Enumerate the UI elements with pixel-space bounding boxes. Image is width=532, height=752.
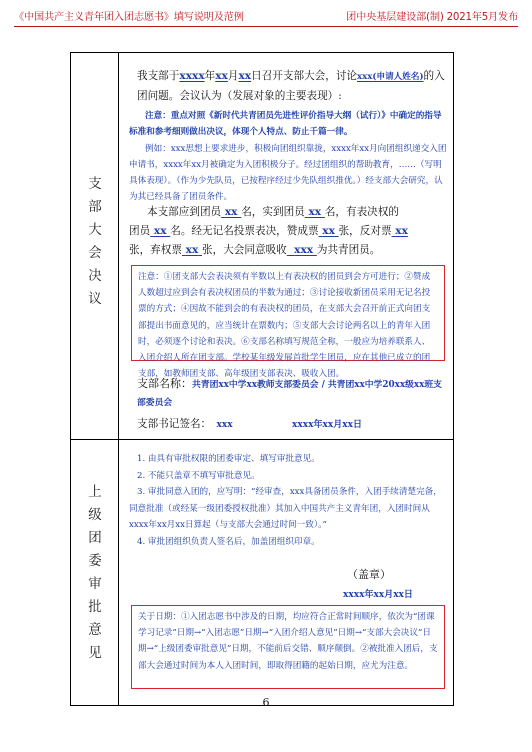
header-right: 团中央基层建设部(制) 2021年5月发布 bbox=[346, 12, 518, 23]
header-left: 《中国共产主义青年团入团志愿书》填写说明及范例 bbox=[14, 12, 244, 23]
vote-statement: 本支部应到团员 xx 名，实到团员 xx 名，有表决权的 bbox=[147, 206, 399, 218]
vote-statement-3: 张，弃权票 xx 张，大会同意吸收 xxx 为共青团员。 bbox=[129, 244, 381, 256]
approval-date: xxxx年xx月xx日 bbox=[343, 590, 413, 600]
approval-item: 2. 不能只盖章不填写审批意见。 bbox=[137, 470, 260, 481]
resolution-example: 例如：xxx思想上要求进步，积极向团组织靠拢，xxxx年xx月向团组织递交入团申请书，xxxx年xx月被确定为入团积极分子。经过团组织的帮助教育，……（写明具体表现）。（作为少先队员，已按程序经过少先队组织推优。）经支部大会研究，认为其已经具备了团员条件。 bbox=[129, 144, 447, 202]
upper-approval-label: 上级团委审批意见 bbox=[88, 484, 102, 661]
vote-statement-2: 团员 xx 名。经无记名投票表决，赞成票 xx 张，反对票 xx bbox=[129, 225, 408, 237]
approval-item: 3. 审批同意入团的，应写明：“经审查，xxx具备团员条件，入团手续清楚完备，同意批准（或经某一级团委授权批准）其加入中国共产主义青年团，入团时间从xxxx年xx月xx日算起（与支部大会通过时间一致）。” bbox=[129, 487, 442, 530]
form-table bbox=[70, 52, 454, 706]
page-number: 6 bbox=[262, 696, 270, 709]
date-warning-box: 关于日期：①入团志愿书中涉及的日期，均应符合正常时间顺序，依次为“团课学习记录”日期→“入团志愿”日期→“入团介绍人意见”日期→“支部大会决议”日期→“上级团委审批意见”日期，不能前后交错、顺序颠倒。②被批准入团后，支部大会通过时间为本人入团时间，即取得团籍的起始日期，应尤为注意。 bbox=[131, 605, 445, 689]
branch-resolution-label: 支部大会决议 bbox=[88, 176, 102, 307]
approval-item: 1. 由具有审批权限的团委审定、填写审批意见。 bbox=[137, 454, 320, 464]
resolution-note: 注意：重点对照《新时代共青团员先进性评价指导大纲（试行）》中确定的指导标准和参考细则做出决议，体现个人特点、防止千篇一律。 bbox=[129, 111, 442, 137]
seal-placeholder: （盖章） bbox=[347, 568, 391, 581]
approval-instructions bbox=[129, 451, 445, 550]
branch-name: 支部名称：共青团xx中学xx教师支部委员会 / 共青团xx中学20xx级xx班支部委员会 bbox=[137, 377, 442, 408]
resolution-intro: 我支部于xxxx年xx月xx日召开支部大会，讨论xxx(申请人姓名)的入团问题。会议认为（发展对象的主要表现）: bbox=[137, 70, 445, 102]
secretary-signature: 支部书记签名： xxx xxxx年xx月xx日 bbox=[137, 418, 362, 430]
approval-item: 4. 审批团组织负责人签名后，加盖团组织印章。 bbox=[137, 536, 320, 547]
resolution-warning-box: 注意：①团支部大会表决须有半数以上有表决权的团员到会方可进行；②赞成人数超过应到会有表决权团员的半数为通过；③讨论接收新团员采用无记名投票的方式；④因故不能到会的有表决权的团员，在支部大会召开前正式向团支部提出书面意见的，应当统计在票数内；⑤支部大会讨论两名以上的青年入团时，必须逐个讨论和表决。⑥支部名称填写规范全称，一般应为培养联系人、入团介绍人所在团支部。学校某年级发展首批学生团员，应在其他已成立的团支部，如教师团支部、高年级团支部表决、吸收入团。 bbox=[131, 265, 445, 361]
page-header bbox=[14, 8, 518, 27]
row-divider bbox=[71, 439, 453, 440]
